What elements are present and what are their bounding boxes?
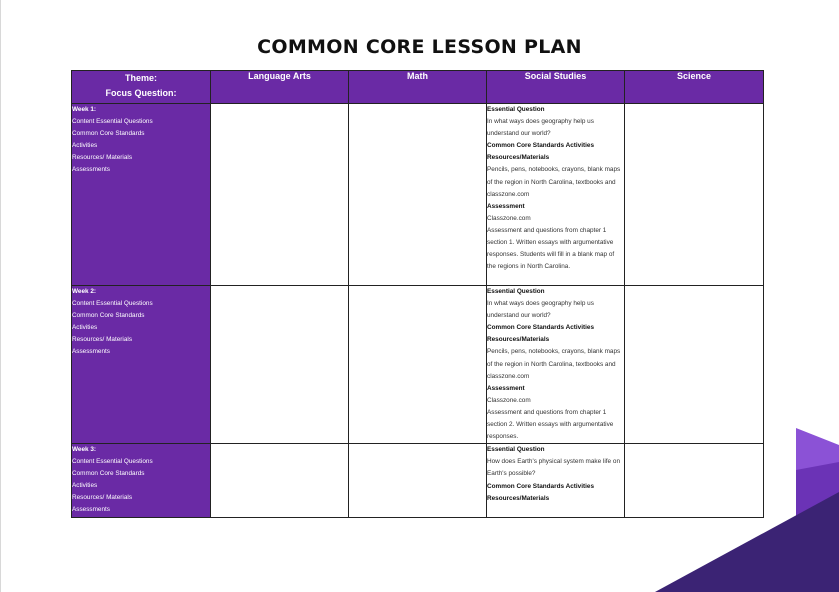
ss-text: Classzone.com	[487, 214, 531, 222]
header-language-arts: Language Arts	[211, 71, 349, 104]
ss-heading: Resources/Materials	[487, 336, 550, 344]
week-2-cell	[72, 286, 211, 444]
week-item: Assessments	[72, 166, 111, 173]
header-math: Math	[349, 71, 487, 104]
language-arts-cell[interactable]	[211, 444, 349, 518]
ss-text: Classzone.com	[487, 396, 531, 404]
ss-heading: Resources/Materials	[487, 154, 550, 162]
week-item: Common Core Standards	[72, 470, 145, 478]
ss-heading: Common Core Standards Activities	[487, 482, 595, 490]
ss-text: Pencils, pens, notebooks, crayons, blank maps of the region in North Carolina, textbooks and classzone.com	[487, 166, 621, 198]
ss-text: Assessment and questions from chapter 1 section 1. Written essays with argumentative responses. Students will fill in a blank map of the regions in North Carolina.	[487, 226, 615, 271]
week-item: Resources/ Materials	[72, 336, 133, 343]
week-item: Common Core Standards	[72, 130, 145, 137]
week-item: Content Essential Questions	[72, 458, 153, 466]
week-3-cell	[72, 444, 211, 518]
math-cell[interactable]	[349, 444, 487, 518]
theme-label: Theme:	[124, 73, 157, 83]
math-cell[interactable]	[349, 286, 487, 444]
ss-text: Assessment and questions from chapter 1 section 2. Written essays with argumentative responses.	[487, 408, 614, 441]
week-label: Week 1:	[72, 106, 97, 113]
science-cell[interactable]	[625, 104, 764, 286]
science-cell[interactable]	[625, 286, 764, 444]
social-studies-cell[interactable]	[487, 286, 625, 444]
week-1-cell	[72, 104, 211, 286]
ss-heading: Common Core Standards Activities	[487, 324, 595, 332]
week-row	[72, 286, 764, 444]
ss-text: How does Earth's physical system make life on Earth's possible?	[487, 458, 620, 478]
page-edge	[0, 0, 1, 592]
week-item: Resources/ Materials	[72, 494, 133, 502]
theme-header	[72, 71, 211, 104]
lesson-plan-table	[71, 70, 764, 518]
ss-heading: Resources/Materials	[487, 494, 550, 502]
week-item: Content Essential Questions	[72, 300, 153, 307]
page-title: COMMON CORE LESSON PLAN	[257, 36, 582, 58]
language-arts-cell[interactable]	[211, 104, 349, 286]
ss-text: Pencils, pens, notebooks, crayons, blank maps of the region in North Carolina, textbooks and classzone.com	[487, 348, 621, 380]
week-item: Common Core Standards	[72, 312, 145, 319]
ss-heading: Essential Question	[487, 288, 545, 295]
week-item: Activities	[72, 482, 98, 490]
social-studies-cell[interactable]	[487, 444, 625, 518]
header-row	[72, 71, 764, 104]
week-item: Content Essential Questions	[72, 118, 153, 125]
language-arts-cell[interactable]	[211, 286, 349, 444]
ss-heading: Common Core Standards Activities	[487, 142, 595, 150]
week-item: Activities	[72, 324, 98, 331]
week-label: Week 2:	[72, 288, 97, 295]
week-item: Resources/ Materials	[72, 154, 133, 161]
ss-heading: Assessment	[487, 384, 525, 392]
ss-heading: Assessment	[487, 202, 525, 210]
ss-heading: Essential Question	[487, 446, 545, 454]
header-science: Science	[625, 71, 764, 104]
week-item: Assessments	[72, 506, 111, 514]
ss-text: In what ways does geography help us understand our world?	[487, 118, 594, 138]
ss-heading: Essential Question	[487, 106, 545, 113]
week-row	[72, 444, 764, 518]
deco-triangle-mid	[796, 462, 839, 575]
week-item: Activities	[72, 142, 98, 149]
math-cell[interactable]	[349, 104, 487, 286]
social-studies-cell[interactable]	[487, 104, 625, 286]
week-item: Assessments	[72, 348, 111, 355]
ss-text: In what ways does geography help us understand our world?	[487, 300, 594, 320]
deco-triangle-light	[796, 428, 839, 592]
header-social-studies: Social Studies	[487, 71, 625, 104]
science-cell[interactable]	[625, 444, 764, 518]
week-label: Week 3:	[72, 446, 97, 454]
focus-question-label: Focus Question:	[105, 88, 177, 98]
week-row	[72, 104, 764, 286]
